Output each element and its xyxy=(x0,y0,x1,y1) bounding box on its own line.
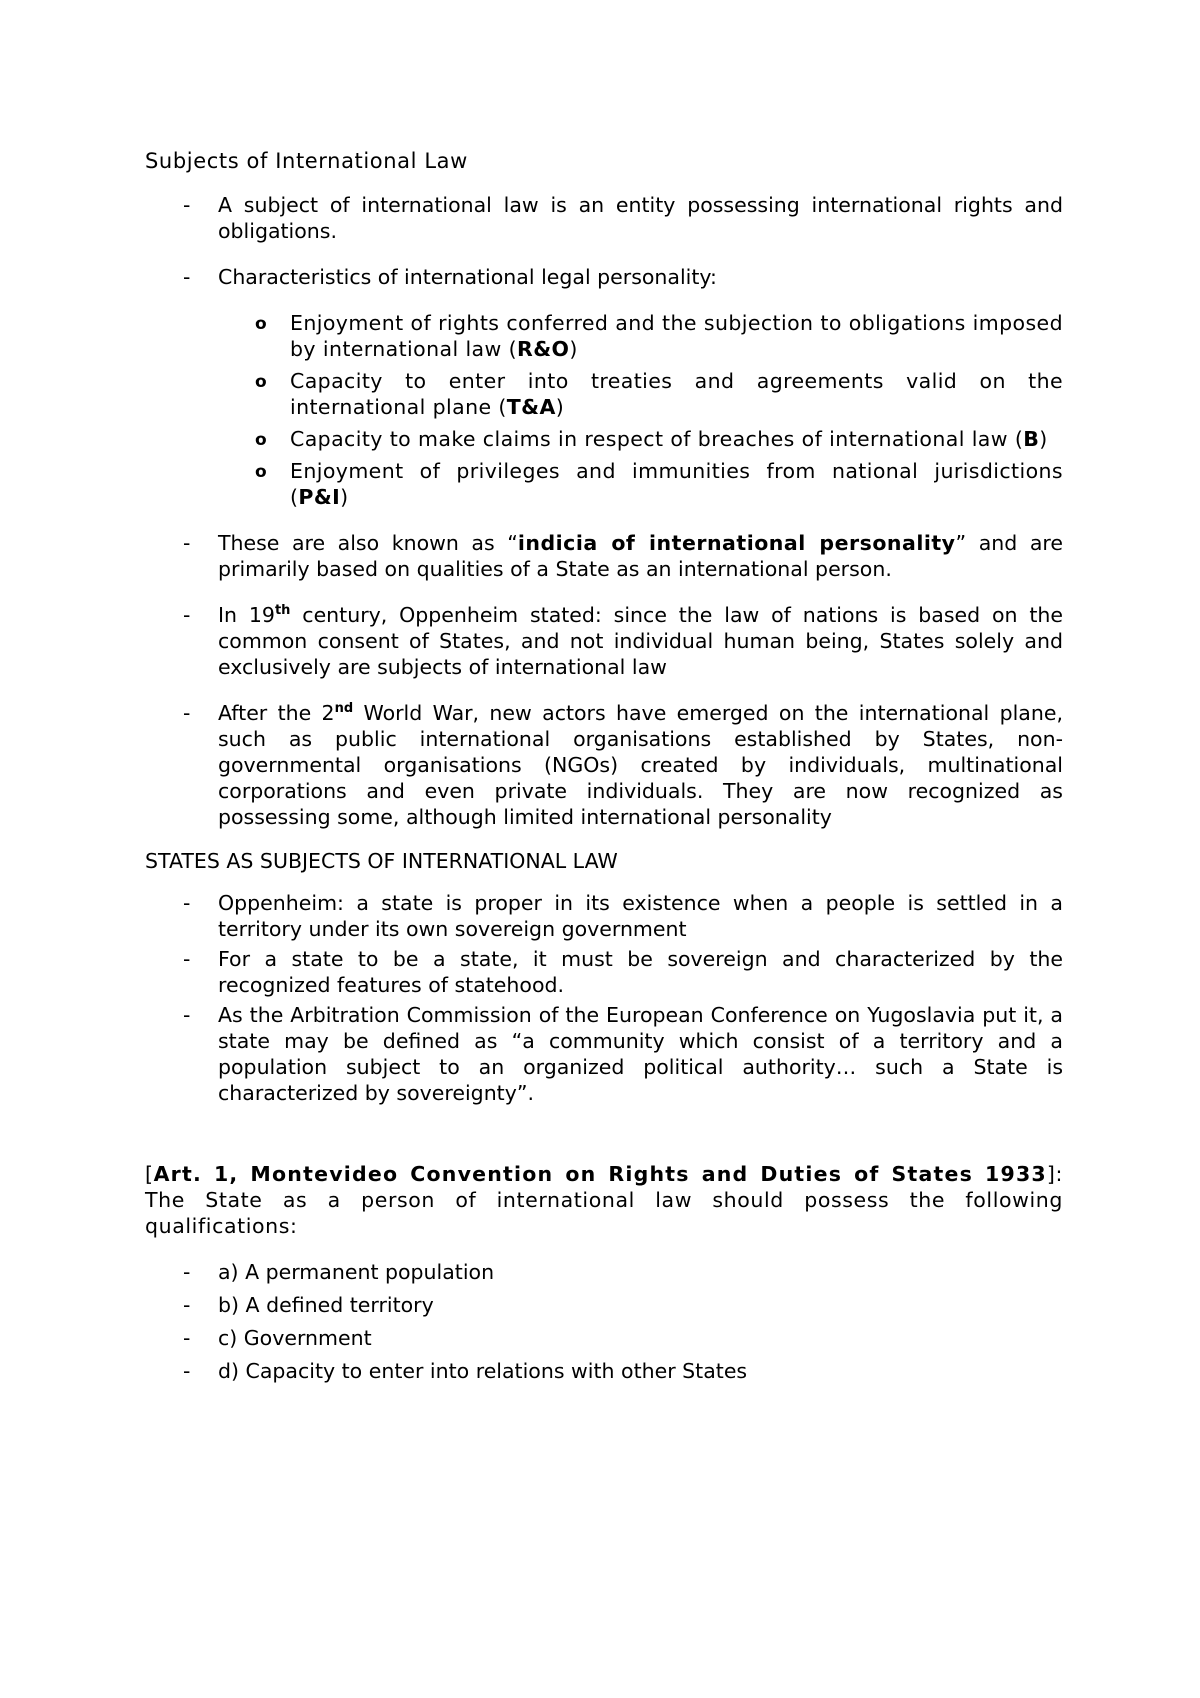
list-item xyxy=(145,1002,1063,1106)
dash-bullet: - xyxy=(183,1293,191,1317)
bracket-open: [ xyxy=(145,1162,154,1186)
oppenheim-post: century, Oppenheim stated: since the law of nations is based on the common consent of States, and not individual human being, States solely and exclusively are subjects of international law xyxy=(218,603,1063,679)
dash-bullet: - xyxy=(183,1003,191,1027)
indicia-pre: These are also known as “ xyxy=(218,531,518,555)
characteristic-text: Enjoyment of privileges and immunities from national jurisdictions ( xyxy=(290,459,1063,509)
dash-bullet: - xyxy=(183,947,191,971)
list-item xyxy=(145,1358,1063,1384)
characteristic-abbr: R&O xyxy=(517,337,570,361)
characteristic-close: ) xyxy=(569,337,578,361)
document-title: Subjects of International Law xyxy=(145,149,468,173)
characteristic-item xyxy=(218,310,1063,362)
characteristic-text: Capacity to enter into treaties and agreements valid on the international plane ( xyxy=(290,369,1063,419)
list-item xyxy=(145,192,1063,244)
circle-bullet: o xyxy=(255,372,268,392)
characteristic-text: Enjoyment of rights conferred and the subjection to obligations imposed by international law ( xyxy=(290,311,1063,361)
postwar-pre: After the 2 xyxy=(218,701,335,725)
circle-bullet: o xyxy=(255,314,268,334)
list-item xyxy=(145,1259,1063,1285)
bracket-close: ]: xyxy=(1046,1162,1063,1186)
circle-bullet: o xyxy=(255,430,268,450)
characteristic-close: ) xyxy=(340,485,349,509)
list-item-text: A subject of international law is an entity possessing international rights and obligations. xyxy=(218,193,1063,243)
dash-bullet: - xyxy=(183,891,191,915)
indicia-term: indicia of international personality xyxy=(517,531,956,555)
circle-bullet: o xyxy=(255,462,268,482)
characteristics-list xyxy=(218,310,1063,510)
list-item xyxy=(145,264,1063,510)
characteristic-item xyxy=(218,426,1063,452)
qualifications-list xyxy=(145,1259,1063,1384)
dash-bullet: - xyxy=(183,1359,191,1383)
article-heading: Art. 1, Montevideo Convention on Rights and Duties of States 1933 xyxy=(153,1162,1047,1186)
dash-bullet: - xyxy=(183,531,191,555)
list-item-text: c) Government xyxy=(218,1326,372,1350)
list-item-text: Oppenheim: a state is proper in its existence when a people is settled in a territory under its own sovereign government xyxy=(218,891,1063,941)
characteristic-abbr: P&I xyxy=(298,485,341,509)
list-item-text: For a state to be a state, it must be sovereign and characterized by the recognized features of statehood. xyxy=(218,947,1063,997)
list-item-text: a) A permanent population xyxy=(218,1260,495,1284)
characteristic-text: Capacity to make claims in respect of breaches of international law ( xyxy=(290,427,1024,451)
list-item xyxy=(145,700,1063,830)
characteristic-close: ) xyxy=(555,395,565,419)
ordinal-suffix: th xyxy=(274,603,291,619)
list-item-text: b) A defined territory xyxy=(218,1293,434,1317)
article-paragraph xyxy=(145,1161,1063,1239)
list-item xyxy=(145,946,1063,998)
characteristic-abbr: B xyxy=(1023,427,1040,451)
list-item xyxy=(145,1292,1063,1318)
characteristic-item xyxy=(218,368,1063,420)
list-item xyxy=(145,1325,1063,1351)
list-item xyxy=(145,890,1063,942)
dash-bullet: - xyxy=(183,701,191,725)
list-item xyxy=(145,530,1063,582)
document-page xyxy=(145,148,1063,1391)
list-item xyxy=(145,602,1063,680)
dash-bullet: - xyxy=(183,1326,191,1350)
dash-bullet: - xyxy=(183,193,191,217)
dash-bullet: - xyxy=(183,603,191,627)
characteristic-abbr: T&A xyxy=(506,395,556,419)
oppenheim-pre: In 19 xyxy=(218,603,275,627)
article-text: The State as a person of international law should possess the following qualifications: xyxy=(145,1188,1063,1238)
characteristic-close: ) xyxy=(1039,427,1048,451)
dash-bullet: - xyxy=(183,265,191,289)
intro-list xyxy=(145,192,1063,830)
indicia-post: ” and are primarily based on qualities of a State as an international person. xyxy=(218,531,1063,581)
dash-bullet: - xyxy=(183,1260,191,1284)
states-list xyxy=(145,890,1063,1106)
ordinal-suffix: nd xyxy=(334,701,354,717)
section-heading: STATES AS SUBJECTS OF INTERNATIONAL LAW xyxy=(145,849,618,873)
list-item-text: Characteristics of international legal personality: xyxy=(218,265,717,289)
list-item-text: d) Capacity to enter into relations with other States xyxy=(218,1359,748,1383)
postwar-post: World War, new actors have emerged on the international plane, such as public international organisations established by States, non-governmental organisations (NGOs) created by individuals, multinational corporations and even private individuals. They are now recognized as possessing some, although limited international personality xyxy=(218,701,1063,829)
list-item-text: As the Arbitration Commission of the European Conference on Yugoslavia put it, a state may be defined as “a community which consist of a territory and a population subject to an organized political authority… such a State is characterized by sovereignty”. xyxy=(218,1003,1063,1105)
characteristic-item xyxy=(218,458,1063,510)
